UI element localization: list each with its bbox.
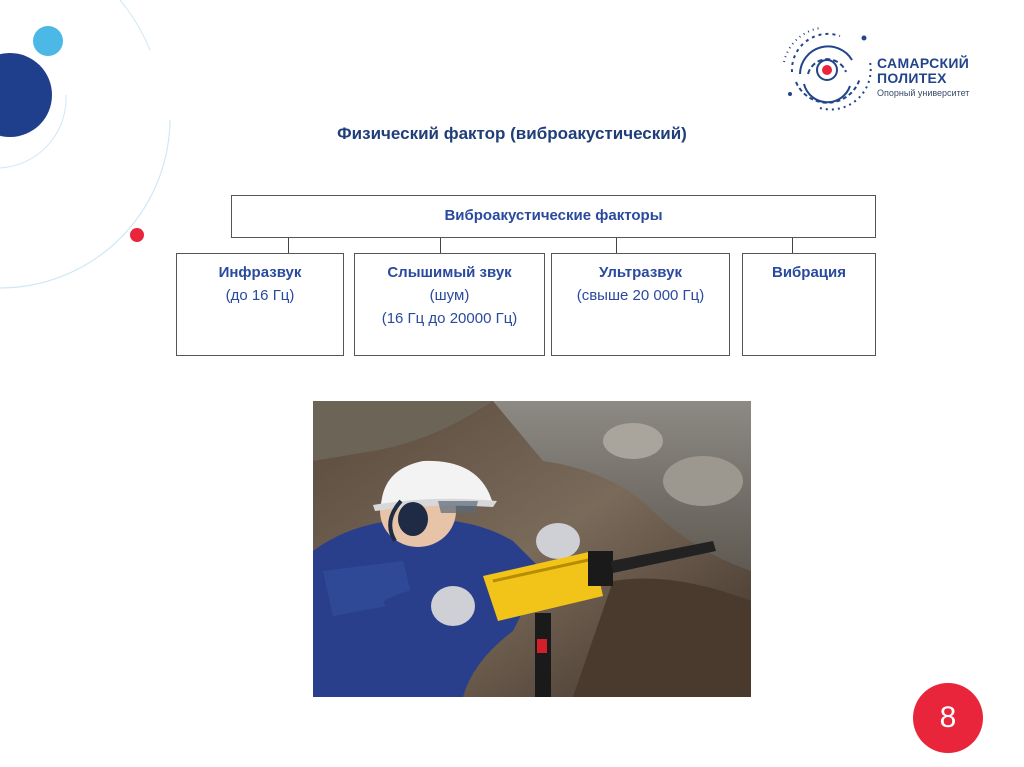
child-line: (16 Гц до 20000 Гц) <box>381 310 518 327</box>
child-line: (шум) <box>429 287 470 304</box>
diagram-root-label: Виброакустические факторы <box>444 207 663 224</box>
child-line: (до 16 Гц) <box>225 287 295 304</box>
cyan-dot <box>33 26 63 56</box>
worker-jackhammer-photo <box>313 401 751 697</box>
connector-line <box>288 238 289 254</box>
child-line: (свыше 20 000 Гц) <box>576 287 705 304</box>
logo-line-2: ПОЛИТЕХ <box>877 70 947 86</box>
slide-title: Физический фактор (виброакустический) <box>337 124 687 143</box>
logo-line-1: САМАРСКИЙ <box>877 55 970 71</box>
child-title: Инфразвук <box>218 264 302 281</box>
connector-line <box>616 238 617 254</box>
diagram-root-box <box>231 195 876 238</box>
child-title: Вибрация <box>771 264 847 281</box>
orbit-arc-outer <box>0 120 170 288</box>
red-dot <box>130 228 144 242</box>
logo-line-3: Опорный университет <box>877 88 970 98</box>
child-title: Слышимый звук <box>387 264 512 281</box>
page-number-badge: 8 <box>913 683 983 753</box>
diagram-child-audible-sound <box>354 253 545 356</box>
connector-line <box>440 238 441 254</box>
diagram-child-infrasound <box>176 253 344 356</box>
child-title: Ультразвук <box>598 264 682 281</box>
orbit-arc-top <box>120 0 150 50</box>
logo-text <box>877 56 969 98</box>
diagram-child-ultrasound <box>551 253 730 356</box>
connector-line <box>792 238 793 254</box>
diagram-child-vibration <box>742 253 876 356</box>
